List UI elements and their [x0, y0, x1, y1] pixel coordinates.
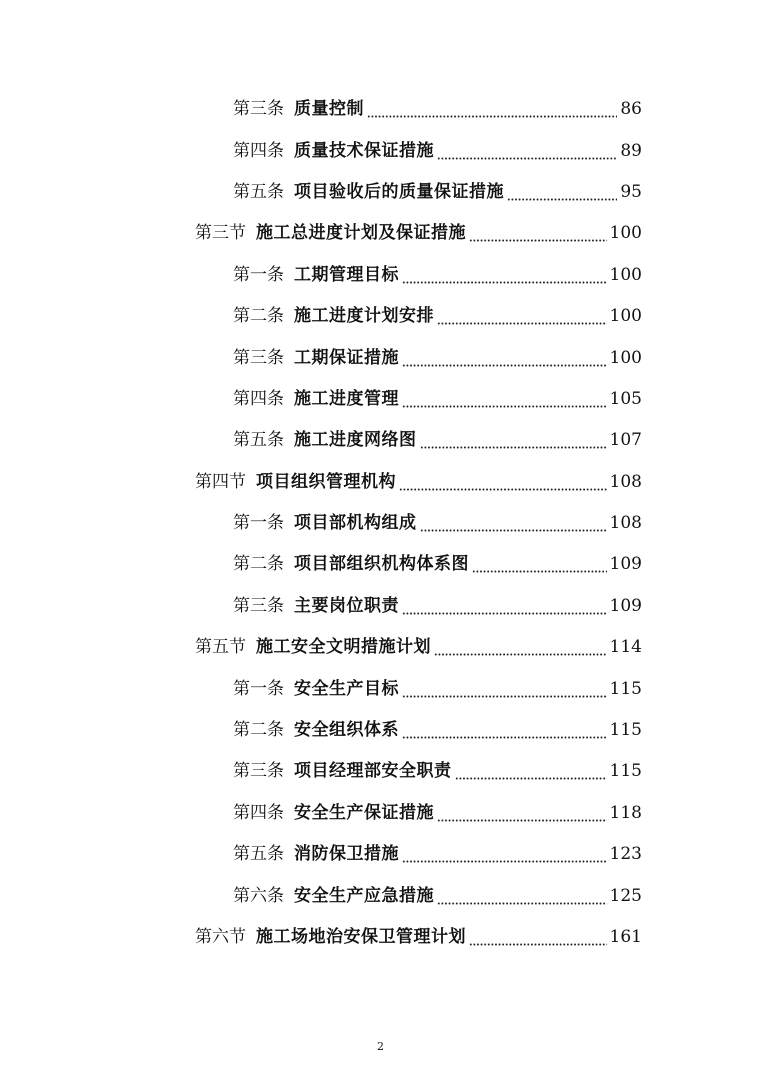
toc-entry-row	[195, 627, 642, 668]
toc-entry-page: 100	[609, 347, 642, 368]
toc-entry-page: 118	[609, 802, 642, 823]
dot-leader	[367, 101, 617, 118]
toc-entry-row	[233, 710, 642, 751]
toc-entry-title: 项目验收后的质量保证措施	[294, 181, 504, 202]
toc-section-entry[interactable]	[0, 213, 761, 254]
toc-entry-number: 第三节	[195, 223, 246, 244]
toc-section-entry[interactable]	[0, 917, 761, 958]
toc-article-entry[interactable]	[0, 337, 761, 378]
toc-article-entry[interactable]	[0, 503, 761, 544]
toc-entry-number: 第四条	[233, 140, 284, 161]
toc-entry-title: 安全生产保证措施	[294, 802, 434, 823]
toc-entry-row	[233, 544, 642, 585]
dot-leader	[455, 763, 607, 780]
toc-entry-page: 86	[620, 99, 642, 120]
toc-entry-number: 第一条	[233, 678, 284, 699]
toc-entry-number: 第五条	[233, 181, 284, 202]
toc-article-entry[interactable]	[0, 586, 761, 627]
toc-entry-title: 项目组织管理机构	[256, 471, 396, 492]
toc-article-entry[interactable]	[0, 668, 761, 709]
toc-entry-title: 施工总进度计划及保证措施	[256, 223, 466, 244]
toc-article-entry[interactable]	[0, 130, 761, 171]
toc-entry-number: 第四节	[195, 471, 246, 492]
toc-entry-number: 第二条	[233, 554, 284, 575]
toc-article-entry[interactable]	[0, 255, 761, 296]
toc-entry-title: 安全生产应急措施	[294, 885, 434, 906]
dot-leader	[420, 515, 607, 532]
dot-leader	[402, 391, 607, 408]
toc-entry-title: 项目部机构组成	[294, 513, 417, 534]
dot-leader	[469, 225, 607, 242]
dot-leader	[437, 805, 607, 822]
toc-entry-page: 108	[609, 513, 642, 534]
toc-entry-number: 第三条	[233, 347, 284, 368]
toc-entry-page: 107	[609, 430, 642, 451]
toc-entry-title: 消防保卫措施	[294, 844, 399, 865]
toc-article-entry[interactable]	[0, 89, 761, 130]
toc-entry-number: 第二条	[233, 306, 284, 327]
toc-entry-row	[233, 130, 642, 171]
toc-entry-page: 100	[609, 223, 642, 244]
toc-entry-page: 115	[609, 761, 642, 782]
toc-entry-title: 工期管理目标	[294, 264, 399, 285]
toc-entry-page: 108	[609, 471, 642, 492]
toc-section-entry[interactable]	[0, 462, 761, 503]
toc-entry-number: 第六节	[195, 927, 246, 947]
toc-article-entry[interactable]	[0, 710, 761, 751]
toc-entry-number: 第一条	[233, 513, 284, 534]
toc-entry-row	[195, 213, 642, 254]
toc-section-entry[interactable]	[0, 627, 761, 668]
toc-entry-page: 109	[609, 554, 642, 575]
toc-article-entry[interactable]	[0, 751, 761, 792]
toc-entry-row	[233, 296, 642, 337]
toc-entry-row	[233, 337, 642, 378]
toc-entry-row	[233, 89, 642, 130]
toc-entry-page: 125	[609, 885, 642, 906]
toc-entry-page: 89	[620, 140, 642, 161]
toc-entry-number: 第三条	[233, 99, 284, 120]
toc-entry-title: 施工进度管理	[294, 388, 399, 409]
dot-leader	[469, 929, 607, 946]
dot-leader	[402, 598, 607, 615]
toc-entry-title: 项目经理部安全职责	[294, 761, 452, 782]
toc-article-entry[interactable]	[0, 834, 761, 875]
toc-entry-title: 施工进度计划安排	[294, 306, 434, 327]
toc-entry-number: 第六条	[233, 885, 284, 906]
toc-entry-row	[233, 875, 642, 916]
toc-entry-title: 施工场地治安保卫管理计划	[256, 927, 466, 947]
toc-entry-number: 第四条	[233, 388, 284, 409]
toc-entry-page: 109	[609, 595, 642, 616]
dot-leader	[437, 888, 607, 905]
toc-entry-number: 第五条	[233, 430, 284, 451]
dot-leader	[472, 556, 607, 573]
toc-entry-row	[233, 503, 642, 544]
toc-entry-title: 主要岗位职责	[294, 595, 399, 616]
dot-leader	[402, 350, 607, 367]
toc-entry-title: 施工进度网络图	[294, 430, 417, 451]
dot-leader	[402, 267, 607, 284]
dot-leader	[420, 432, 607, 449]
toc-entry-number: 第五条	[233, 844, 284, 865]
toc-article-entry[interactable]	[0, 875, 761, 916]
dot-leader	[402, 722, 607, 739]
toc-entry-page: 95	[620, 181, 642, 202]
dot-leader	[437, 308, 607, 325]
toc-entry-page: 161	[609, 927, 642, 947]
toc-entry-number: 第四条	[233, 802, 284, 823]
toc-entry-row	[233, 586, 642, 627]
toc-entry-row	[233, 172, 642, 213]
toc-entry-page: 115	[609, 678, 642, 699]
toc-entry-page: 100	[609, 306, 642, 327]
toc-entry-title: 安全生产目标	[294, 678, 399, 699]
toc-entry-number: 第一条	[233, 264, 284, 285]
toc-entry-row	[233, 834, 642, 875]
toc-entry-title: 质量技术保证措施	[294, 140, 434, 161]
toc-entry-row	[233, 255, 642, 296]
toc-entry-title: 安全组织体系	[294, 720, 399, 741]
dot-leader	[437, 143, 617, 160]
toc-article-entry[interactable]	[0, 296, 761, 337]
toc-article-entry[interactable]	[0, 544, 761, 585]
toc-entry-row	[233, 379, 642, 420]
dot-leader	[402, 846, 607, 863]
toc-entry-title: 质量控制	[294, 99, 364, 120]
toc-entry-page: 105	[609, 388, 642, 409]
toc-entry-title: 施工安全文明措施计划	[256, 637, 431, 658]
toc-entry-row	[233, 793, 642, 834]
toc-entry-page: 123	[609, 844, 642, 865]
toc-entry-number: 第三条	[233, 761, 284, 782]
toc-article-entry[interactable]	[0, 379, 761, 420]
toc-article-entry[interactable]	[0, 793, 761, 834]
toc-entry-number: 第三条	[233, 595, 284, 616]
toc-entry-row	[195, 917, 642, 958]
toc-entry-row	[233, 420, 642, 461]
toc-entry-row	[195, 462, 642, 503]
toc-entry-title: 项目部组织机构体系图	[294, 554, 469, 575]
dot-leader	[402, 681, 607, 698]
dot-leader	[399, 474, 607, 491]
page-number: 2	[377, 1040, 384, 1053]
toc-article-entry[interactable]	[0, 420, 761, 461]
toc-entry-page: 115	[609, 720, 642, 741]
dot-leader	[434, 639, 607, 656]
toc-entry-page: 100	[609, 264, 642, 285]
toc-entry-page: 114	[609, 637, 642, 658]
toc-entry-row	[233, 751, 642, 792]
dot-leader	[507, 184, 617, 201]
toc-article-entry[interactable]	[0, 172, 761, 213]
toc-entry-row	[233, 668, 642, 709]
table-of-contents	[0, 89, 761, 958]
toc-entry-number: 第五节	[195, 637, 246, 658]
toc-entry-title: 工期保证措施	[294, 347, 399, 368]
toc-entry-number: 第二条	[233, 720, 284, 741]
